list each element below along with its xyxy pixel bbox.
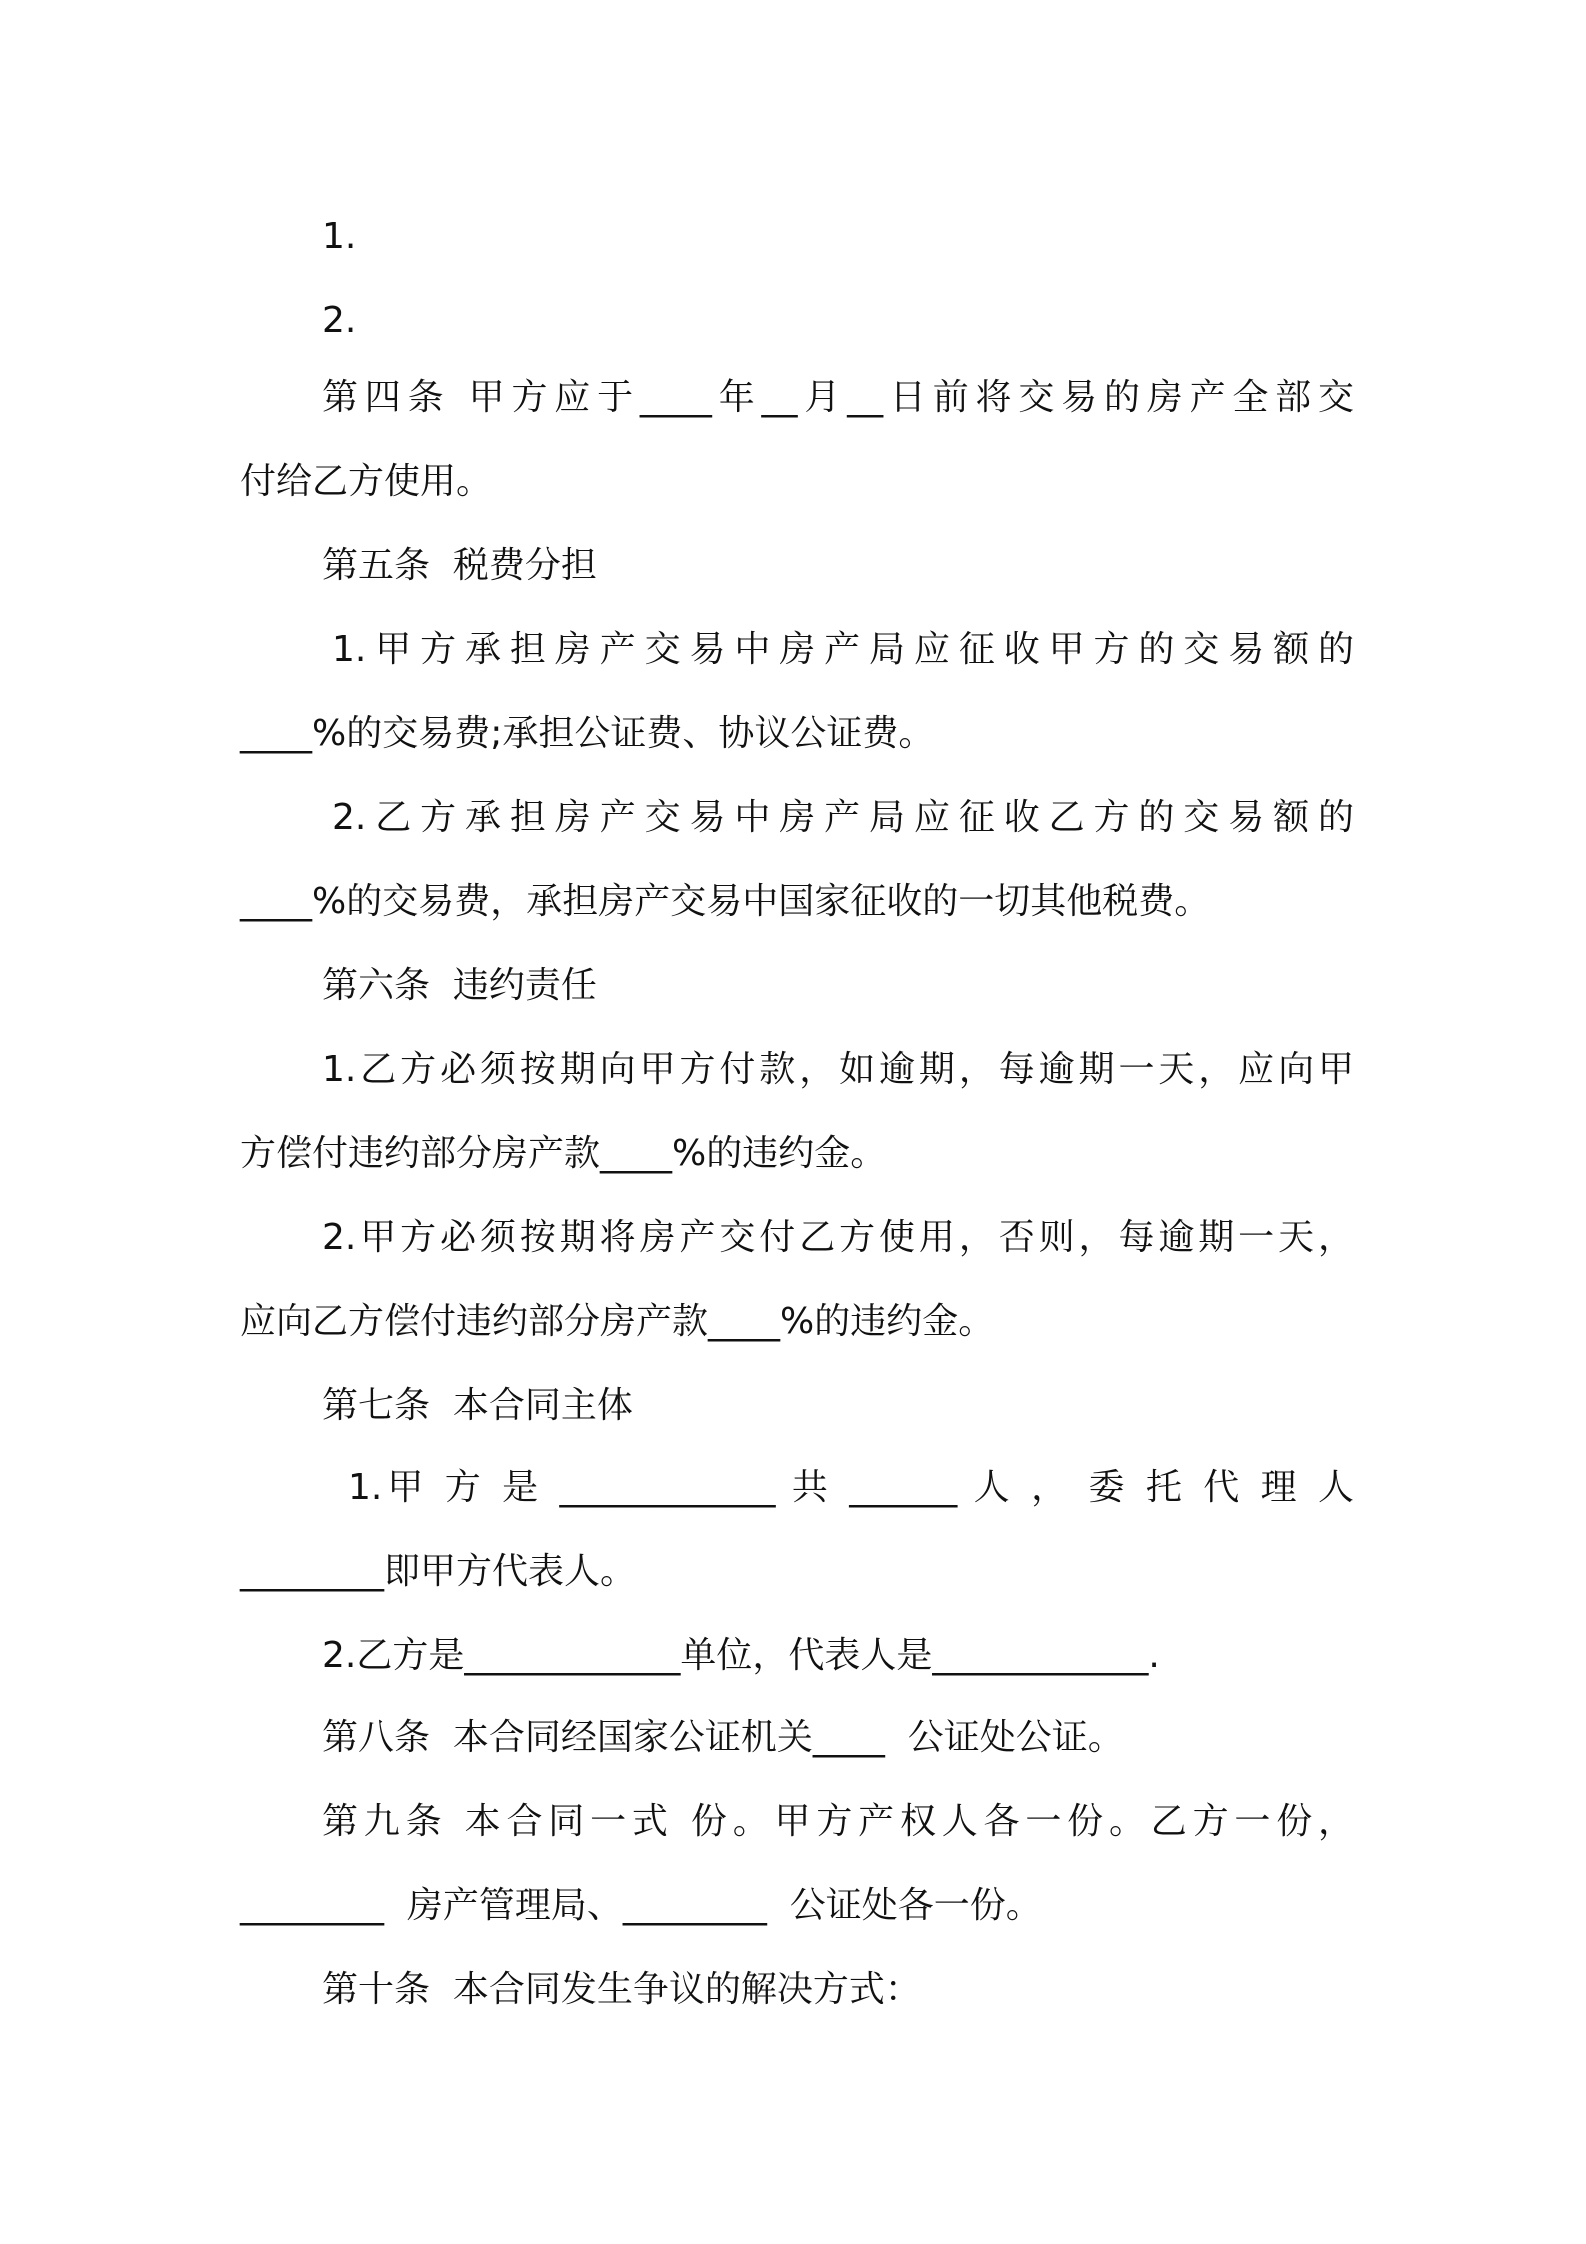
text-line-1: 1. (322, 216, 357, 257)
text-line-19: 第八条 本合同经国家公证机关____ 公证处公证。 (322, 1717, 1124, 1758)
text-line-2: 2. (322, 300, 357, 341)
text-line-20: 第九条 本合同一式 份。甲方产权人各一份。乙方一份， (322, 1801, 1354, 1842)
text-line-7: ____%的交易费;承担公证费、协议公证费。 (240, 713, 935, 754)
text-line-13: 2.甲方必须按期将房产交付乙方使用，否则，每逾期一天， (322, 1217, 1354, 1258)
text-line-22: 第十条 本合同发生争议的解决方式： (322, 1969, 921, 2010)
text-line-12: 方偿付违约部分房产款____%的违约金。 (240, 1133, 887, 1174)
text-line-14: 应向乙方偿付违约部分房产款____%的违约金。 (240, 1301, 995, 1342)
text-line-10: 第六条 违约责任 (322, 965, 597, 1006)
text-line-16: 1.甲 方 是 ____________ 共 ______ 人 ， 委 托 代 理 人 (348, 1467, 1354, 1508)
text-line-6: 1.甲方承担房产交易中房产局应征收甲方的交易额的 (332, 629, 1354, 670)
text-line-5: 第五条 税费分担 (322, 545, 597, 586)
text-line-3: 第四条 甲方应于____年__月__日前将交易的房产全部交 (322, 377, 1354, 418)
text-line-4: 付给乙方使用。 (240, 461, 493, 502)
text-line-9: ____%的交易费，承担房产交易中国家征收的一切其他税费。 (240, 881, 1211, 922)
text-line-17: ________即甲方代表人。 (240, 1551, 637, 1592)
text-line-21: ________ 房产管理局、________ 公证处各一份。 (240, 1885, 1042, 1926)
text-line-11: 1.乙方必须按期向甲方付款，如逾期，每逾期一天，应向甲 (322, 1049, 1354, 1090)
text-line-15: 第七条 本合同主体 (322, 1385, 633, 1426)
text-line-8: 2.乙方承担房产交易中房产局应征收乙方的交易额的 (332, 797, 1354, 838)
text-line-18: 2.乙方是____________单位，代表人是____________. (322, 1635, 1160, 1676)
